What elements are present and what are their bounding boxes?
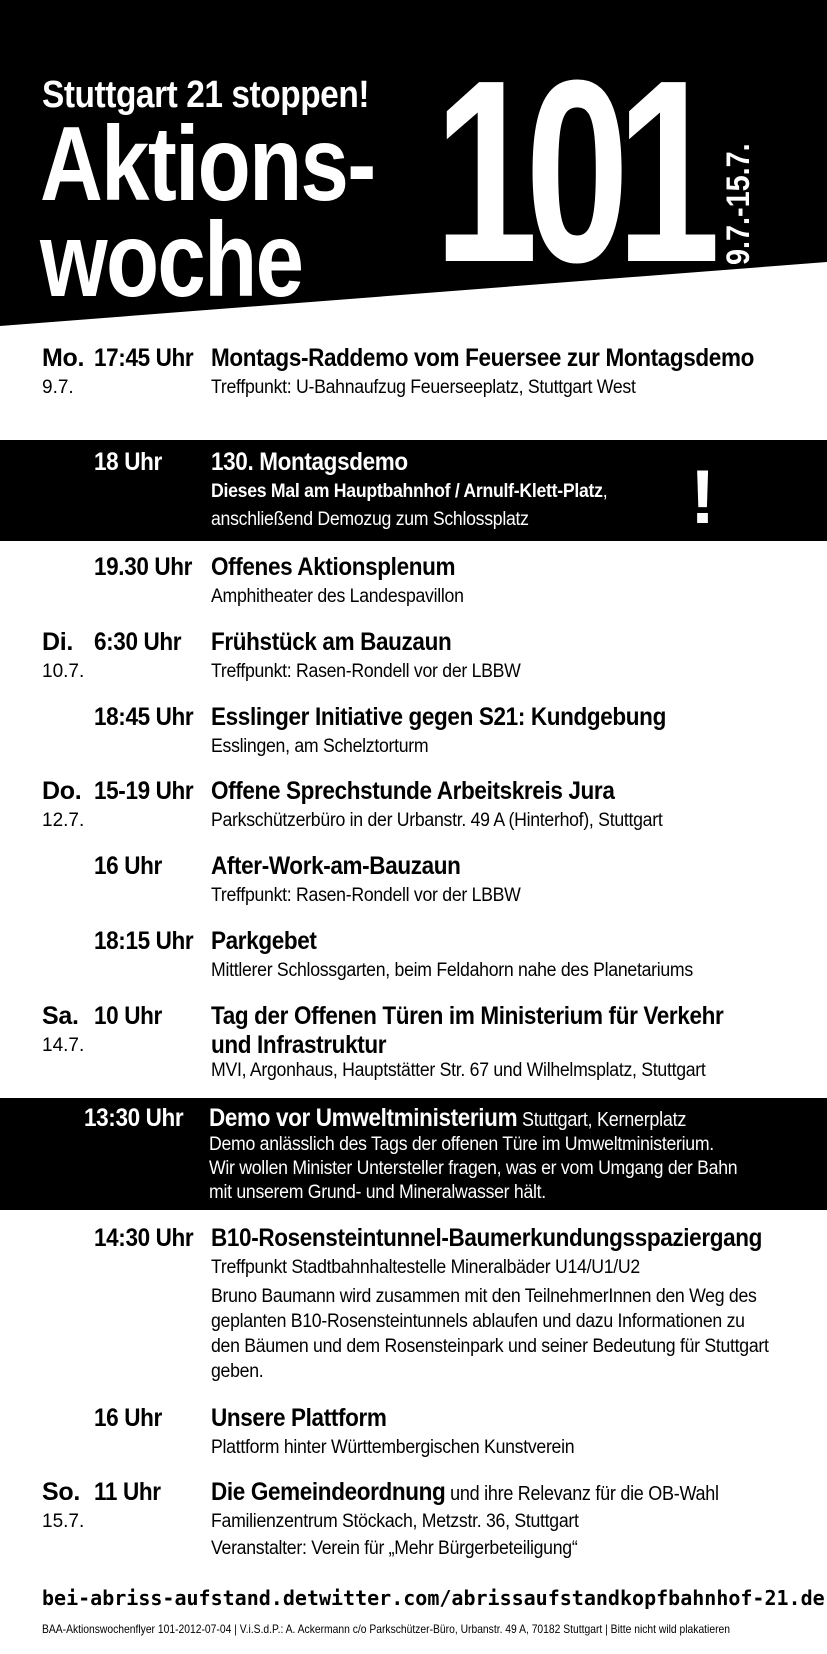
event-item <box>0 628 827 694</box>
event-title <box>209 1104 686 1133</box>
event-item <box>0 1478 827 1570</box>
event-detail: Treffpunkt: U-Bahnaufzug Feuerseeplatz, Stuttgart West <box>211 377 636 398</box>
event-detail: geben. <box>211 1361 264 1382</box>
event-detail: Treffpunkt: Rasen-Rondell vor der LBBW <box>211 661 521 682</box>
event-detail: Wir wollen Minister Untersteller fragen, was er vom Umgang der Bahn <box>209 1158 738 1179</box>
event-day: Di. <box>42 628 74 656</box>
event-detail: Veranstalter: Verein für „Mehr Bürgerbeteiligung“ <box>211 1538 578 1559</box>
event-detail: den Bäumen und dem Rosensteinpark und seiner Bedeutung für Stuttgart <box>211 1336 769 1357</box>
event-item <box>0 1224 827 1394</box>
event-detail: Familienzentrum Stöckach, Metzstr. 36, Stuttgart <box>211 1511 579 1532</box>
event-detail: Parkschützerbüro in der Urbanstr. 49 A (Hinterhof), Stuttgart <box>211 810 663 831</box>
event-title: Frühstück am Bauzaun <box>211 628 452 656</box>
event-detail: Esslingen, am Schelztorturm <box>211 736 429 757</box>
event-detail: Treffpunkt: Rasen-Rondell vor der LBBW <box>211 885 521 906</box>
event-detail: Mittlerer Schlossgarten, beim Feldahorn nahe des Planetariums <box>211 960 693 981</box>
event-detail: MVI, Argonhaus, Hauptstätter Str. 67 und Wilhelmsplatz, Stuttgart <box>211 1060 706 1081</box>
event-date: 12.7. <box>42 810 85 831</box>
event-title: Offene Sprechstunde Arbeitskreis Jura <box>211 777 615 805</box>
event-time: 6:30 Uhr <box>94 628 182 656</box>
event-title: After-Work-am-Bauzaun <box>211 852 461 880</box>
header-title <box>40 105 375 319</box>
event-title: Tag der Offenen Türen im Ministerium für Verkehr <box>211 1002 724 1030</box>
event-item <box>0 340 827 406</box>
event-detail: anschließend Demozug zum Schlossplatz <box>211 509 529 530</box>
event-item <box>0 777 827 843</box>
footer-link-website[interactable]: bei-abriss-aufstand.de <box>42 1586 307 1610</box>
event-date: 10.7. <box>42 661 85 682</box>
event-detail-bold <box>211 481 607 503</box>
event-title: Offenes Aktionsplenum <box>211 553 456 581</box>
event-detail: geplanten B10-Rosensteintunnels ablaufen und dazu Informationen zu <box>211 1311 745 1332</box>
event-time: 15-19 Uhr <box>94 777 194 805</box>
event-detail: mit unserem Grund- und Mineralwasser hält. <box>209 1182 546 1203</box>
event-item-highlight <box>0 440 827 541</box>
event-title: Parkgebet <box>211 927 317 955</box>
footer-imprint: BAA-Aktionswochenflyer 101-2012-07-04 | V.i.S.d.P.: A. Ackermann c/o Parkschützer-Büro, Urbanstr. 49 A, 70182 Stuttgart | Bitte nicht wild plakatieren <box>42 1622 730 1636</box>
event-title-suffix: und ihre Relevanz für die OB-Wahl <box>445 1483 719 1505</box>
event-title <box>211 1478 719 1507</box>
event-time: 14:30 Uhr <box>94 1224 194 1252</box>
event-title-suffix: Stuttgart, Kernerplatz <box>517 1109 687 1131</box>
header-dates: 9.7.-15.7. <box>720 143 756 265</box>
event-day: Mo. <box>42 344 85 372</box>
event-day: Sa. <box>42 1002 79 1030</box>
event-item <box>0 852 827 918</box>
event-day: So. <box>42 1478 80 1506</box>
event-date: 9.7. <box>42 377 74 398</box>
header-title-line2: woche <box>40 201 303 319</box>
event-detail: Demo anlässlich des Tags der offenen Türe im Umweltministerium. <box>209 1134 714 1155</box>
event-item <box>0 1002 827 1092</box>
footer-link-twitter[interactable]: twitter.com/abrissaufstand <box>306 1586 620 1610</box>
event-date: 14.7. <box>42 1035 85 1056</box>
event-detail-bold-text: Dieses Mal am Hauptbahnhof / Arnulf-Klett-Platz <box>211 481 603 502</box>
event-time: 16 Uhr <box>94 1404 162 1432</box>
event-time: 18:45 Uhr <box>94 703 194 731</box>
event-title-line2: und Infrastruktur <box>211 1031 387 1059</box>
event-day: Do. <box>42 777 82 805</box>
event-item <box>0 703 827 769</box>
footer-link-kopfbahnhof[interactable]: kopfbahnhof-21.de <box>619 1586 825 1610</box>
footer-links <box>42 1586 825 1610</box>
event-time: 19.30 Uhr <box>94 553 193 581</box>
event-detail-bold-tail: , <box>602 481 608 502</box>
event-title: Esslinger Initiative gegen S21: Kundgebung <box>211 703 666 731</box>
event-time: 10 Uhr <box>94 1002 162 1030</box>
event-title: Unsere Plattform <box>211 1404 387 1432</box>
event-item <box>0 553 827 619</box>
event-time: 11 Uhr <box>94 1478 161 1506</box>
header-subtitle: Stuttgart 21 stoppen! <box>42 74 370 116</box>
event-date: 15.7. <box>42 1511 85 1532</box>
event-time: 16 Uhr <box>94 852 162 880</box>
event-detail: Treffpunkt Stadtbahnhaltestelle Mineralbäder U14/U1/U2 <box>211 1257 640 1278</box>
event-time: 17:45 Uhr <box>94 344 194 372</box>
event-title: Montags-Raddemo vom Feuersee zur Montagsdemo <box>211 344 754 372</box>
event-item-highlight <box>0 1098 827 1210</box>
event-title-text: Demo vor Umweltministerium <box>209 1104 518 1132</box>
event-title: B10-Rosensteintunnel-Baumerkundungsspaziergang <box>211 1224 763 1252</box>
event-title-text: Die Gemeindeordnung <box>211 1478 446 1506</box>
event-time: 18 Uhr <box>94 448 162 476</box>
event-detail: Amphitheater des Landespavillon <box>211 586 464 607</box>
event-time: 18:15 Uhr <box>94 927 194 955</box>
exclamation-icon: ! <box>690 455 716 540</box>
event-detail: Plattform hinter Württembergischen Kunstverein <box>211 1437 575 1458</box>
event-item <box>0 927 827 993</box>
event-detail: Bruno Baumann wird zusammen mit den TeilnehmerInnen den Weg des <box>211 1286 757 1307</box>
event-title: 130. Montagsdemo <box>211 448 408 476</box>
header-title-line1: Aktions- <box>40 105 375 223</box>
event-time: 13:30 Uhr <box>84 1104 184 1132</box>
event-item <box>0 1404 827 1470</box>
header-week-number: 101 <box>434 27 708 317</box>
